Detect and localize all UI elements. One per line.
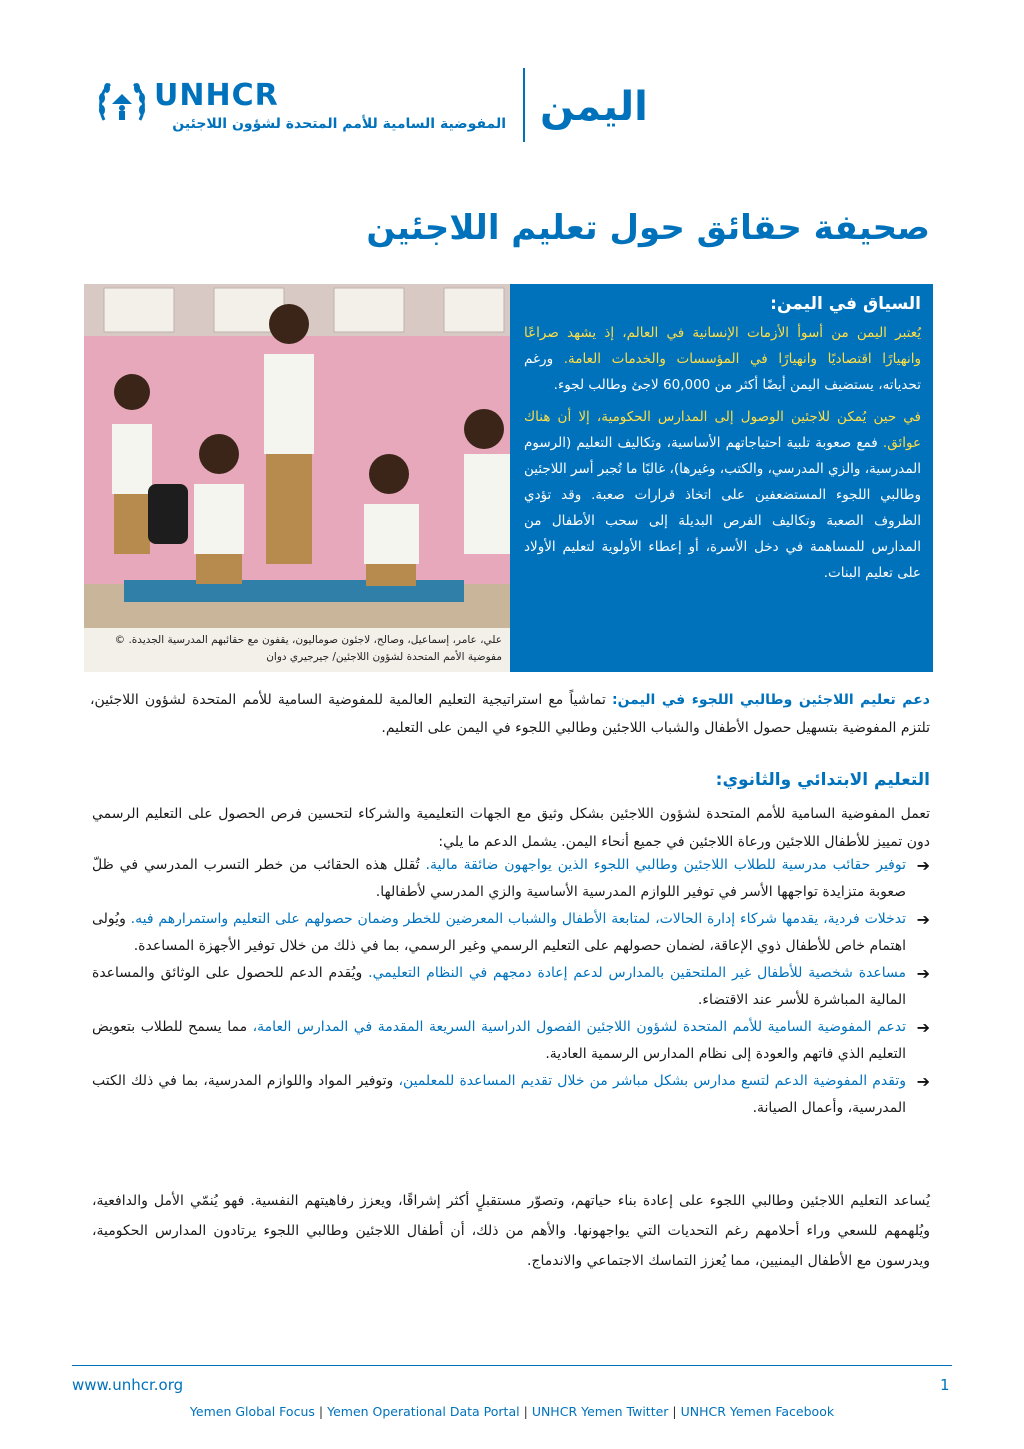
arrow-left-icon: ➔ xyxy=(916,910,930,929)
page-number: 1 xyxy=(940,1376,950,1394)
list-item xyxy=(92,906,932,960)
strategy-heading: دعم تعليم اللاجئين وطالبي اللجوء في اليمن: xyxy=(611,692,930,708)
website-link[interactable]: www.unhcr.org xyxy=(72,1376,184,1394)
footer-links xyxy=(0,1404,1024,1419)
bullet-lead: وتقدم المفوضية الدعم لتسع مدارس بشكل مباشر من خلال تقديم المساعدة للمعلمين، xyxy=(398,1073,907,1089)
context-paragraph-2 xyxy=(524,404,921,586)
context-text-1: ورغم تحدياته، يستضيف اليمن أيضًا أكثر من 60,000 لاجئ وطالب لجوء. xyxy=(524,351,921,393)
education-intro: تعمل المفوضية السامية للأمم المتحدة لشؤون اللاجئين بشكل وثيق مع الجهات التعليمية والشركاء لتحسين فرص الحصول على التعليم الرسمي دون تمييز للأطفال اللاجئين ورعاة اللاجئين في جميع أنحاء اليمن. يشمل الدعم ما يلي: xyxy=(92,806,930,850)
bullet-lead: تدعم المفوضية السامية للأمم المتحدة لشؤون اللاجئين الفصول الدراسية السريعة المقدمة في المدارس العامة، xyxy=(252,1019,906,1035)
arrow-left-icon: ➔ xyxy=(916,964,930,983)
list-item xyxy=(92,1014,932,1068)
logo-subtitle: المفوضية السامية للأمم المتحدة لشؤون اللاجئين xyxy=(172,116,506,132)
footer-divider xyxy=(72,1365,952,1366)
strategy-paragraph xyxy=(90,686,930,742)
bullet-text: تُقلل هذه الحقائب من خطر التسرب المدرسي في ظلّ صعوبة متزايدة تواجهها الأسر في توفير اللوازم المدرسية الأساسية والزي المدرسي لأطفالها. xyxy=(92,857,906,900)
list-item xyxy=(92,852,932,906)
logo-text: UNHCR xyxy=(154,78,279,113)
closing-paragraph: يُساعد التعليم اللاجئين وطالبي اللجوء على إعادة بناء حياتهم، وتصوّر مستقبلٍ أكثر إشراقًا، ويعزز رفاهيتهم النفسية. فهو يُنمّي الأمل والدافعية، ويُلهمهم للسعي وراء أحلامهم رغم التحديات التي يواجهونها. والأهم من ذلك، أن أطفال اللاجئين وطالبي اللجوء يرتادون المدارس الحكومية، ويدرسون مع الأطفال اليمنيين، مما يُعزز التماسك الاجتماعي والاندماج. xyxy=(92,1193,930,1269)
separator: | xyxy=(318,1404,324,1419)
bullet-lead: مساعدة شخصية للأطفال غير الملتحقين بالمدارس لدعم إعادة دمجهم في النظام التعليمي. xyxy=(368,965,906,981)
children-photo xyxy=(84,284,510,672)
strategy-text: تماشياً مع استراتيجية التعليم العالمية للمفوضية السامية للأمم المتحدة لشؤون اللاجئين، تلتزم المفوضية بتسهيل حصول الأطفال والشباب اللاجئين وطالبي اللجوء في اليمن على التعليم. xyxy=(90,692,930,736)
context-paragraph-1 xyxy=(524,320,921,398)
context-highlight-2: في حين يُمكن للاجئين الوصول إلى المدارس الحكومية، إلا أن هناك عوائق. xyxy=(524,409,921,451)
link-twitter[interactable]: UNHCR Yemen Twitter xyxy=(531,1404,669,1419)
bullet-text: ويُولى اهتمام خاص للأطفال ذوي الإعاقة، لضمان حصولهم على التعليم الرسمي وغير الرسمي، بما في ذلك من خلال توفير الأجهزة المساعدة. xyxy=(92,911,906,954)
unhcr-logo xyxy=(96,76,516,146)
bullet-lead: تدخلات فردية، يقدمها شركاء إدارة الحالات، لمتابعة الأطفال والشباب المعرضين للخطر وضمان حصولهم على التعليم واستمرارهم فيه. xyxy=(130,911,907,927)
list-item xyxy=(92,960,932,1014)
arrow-left-icon: ➔ xyxy=(916,1072,930,1091)
link-operational-data-portal[interactable]: Yemen Operational Data Portal xyxy=(327,1404,520,1419)
education-heading: التعليم الابتدائي والثانوي: xyxy=(715,770,930,790)
context-text-2: فمع صعوبة تلبية احتياجاتهم الأساسية، وتكاليف التعليم (الرسوم المدرسية، والزي المدرسي، والكتب، وغيرها)، غالبًا ما تُجبر أسر اللاجئين وطالبي اللجوء المستضعفين على اتخاذ قرارات صعبة. وقد تؤدي الظروف الصعبة وتكاليف الفرص البديلة إلى سحب الأطفال من المدارس للمساهمة في دخل الأسرة، أو إعطاء الأولوية لتعليم الأولاد على تعليم البنات. xyxy=(524,435,921,581)
bullet-text: مما يسمح للطلاب بتعويض التعليم الذي فاتهم والعودة إلى نظام المدارس الرسمية العادية. xyxy=(92,1019,906,1062)
arrow-left-icon: ➔ xyxy=(916,1018,930,1037)
country-title: اليمن xyxy=(540,84,648,130)
list-item xyxy=(92,1068,932,1122)
separator: | xyxy=(672,1404,677,1419)
context-highlight-1: يُعتبر اليمن من أسوأ الأزمات الإنسانية في العالم، إذ يشهد صراعًا وانهيارًا اقتصاديًا وانهيارًا في المؤسسات والخدمات العامة. xyxy=(524,325,922,367)
photo-caption: علي، عامر، إسماعيل، وصالح، لاجئون صوماليون، يقفون مع حقائبهم المدرسية الجديدة. © مفوضية الأمم المتحدة لشؤون اللاجئين/ جيرجيري دوان xyxy=(84,628,510,672)
bullet-text: ويُقدم الدعم للحصول على الوثائق والمساعدة المالية المباشرة للأسر عند الاقتضاء. xyxy=(92,965,906,1008)
header-divider xyxy=(523,68,525,142)
page-title: صحيفة حقائق حول تعليم اللاجئين xyxy=(366,208,930,248)
support-list xyxy=(92,852,932,1122)
link-yemen-global-focus[interactable]: Yemen Global Focus xyxy=(189,1404,315,1419)
link-facebook[interactable]: UNHCR Yemen Facebook xyxy=(680,1404,835,1419)
bullet-text: وتوفير المواد واللوازم المدرسية، بما في ذلك الكتب المدرسية، وأعمال الصيانة. xyxy=(92,1073,906,1116)
arrow-left-icon: ➔ xyxy=(916,856,930,875)
context-title: السياق في اليمن: xyxy=(770,294,921,314)
separator: | xyxy=(523,1404,528,1419)
bullet-lead: توفير حقائب مدرسية للطلاب اللاجئين وطالبي اللجوء الذين يواجهون ضائقة مالية. xyxy=(425,857,906,873)
photo-illustration xyxy=(84,284,510,672)
context-box xyxy=(510,284,933,672)
